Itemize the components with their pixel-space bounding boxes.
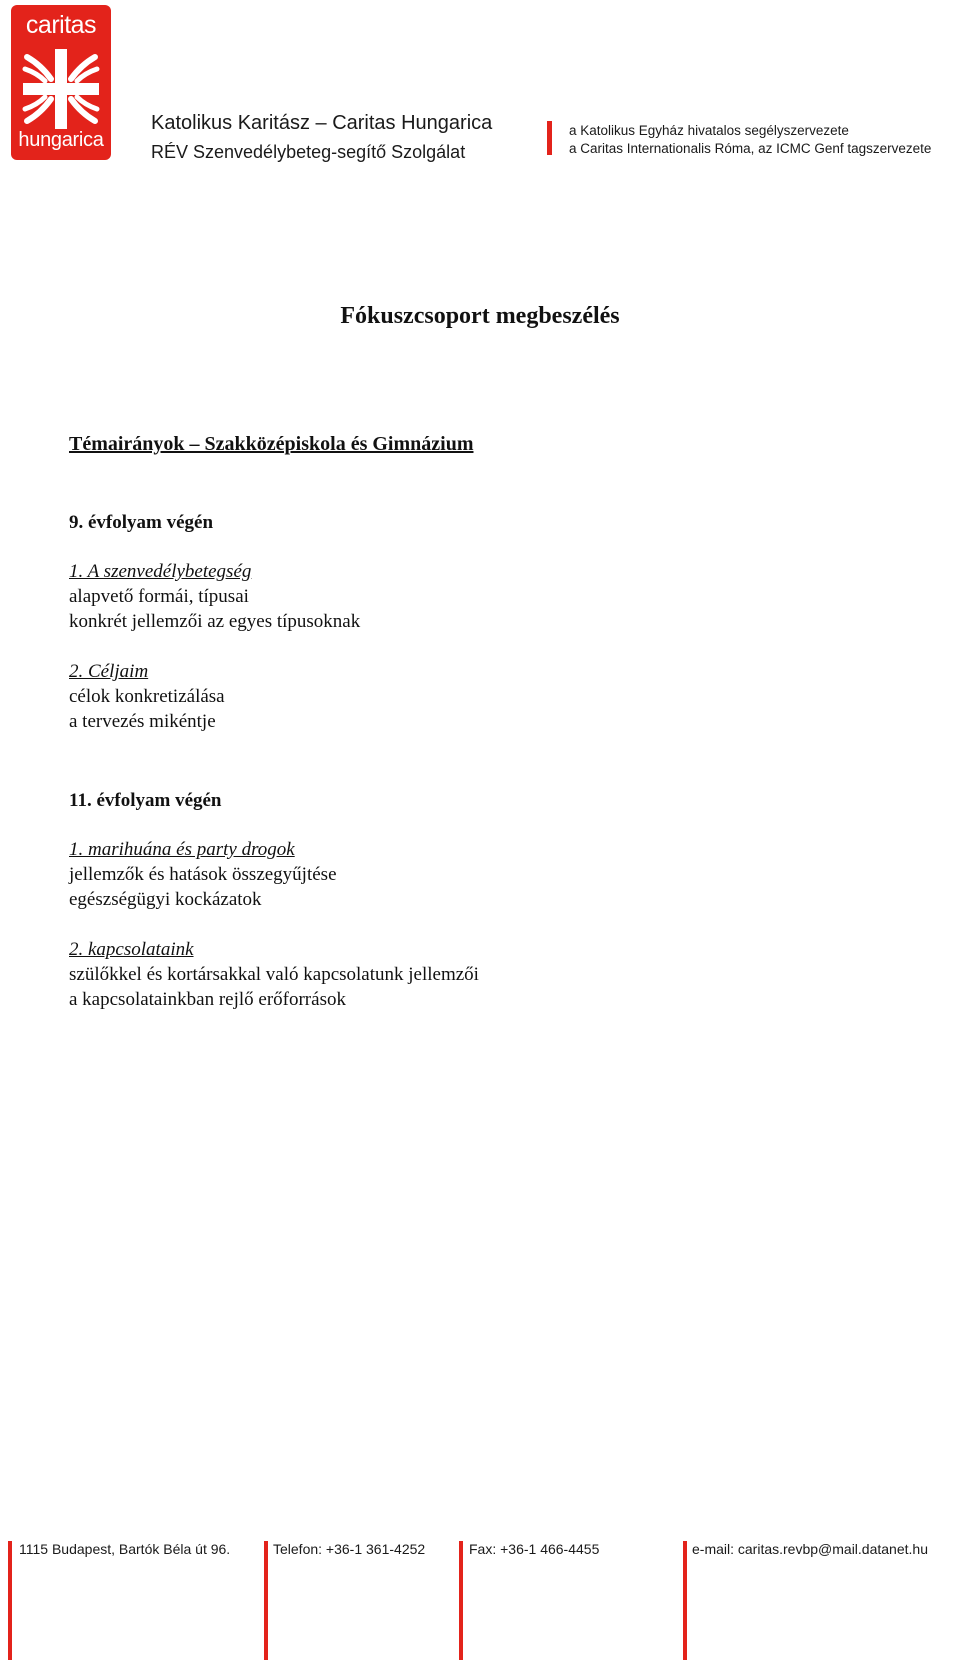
org-unit: RÉV Szenvedélybeteg-segítő Szolgálat xyxy=(151,142,466,162)
header-divider-bar xyxy=(547,121,552,155)
topic-line: jellemzők és hatások összegyűjtése xyxy=(69,864,337,885)
topic-line: célok konkretizálása xyxy=(69,686,225,707)
topic-title: 1. A szenvedélybetegség xyxy=(69,561,252,582)
topic-line: a tervezés mikéntje xyxy=(69,711,216,732)
logo-word-bottom: hungarica xyxy=(18,129,104,151)
affiliation-line-1: a Katolikus Egyház hivatalos segélyszervezete xyxy=(569,123,849,138)
topic-line: konkrét jellemzői az egyes típusoknak xyxy=(69,611,361,632)
org-name: Katolikus Karitász – Caritas Hungarica xyxy=(151,112,493,134)
topic-line: szülőkkel és kortársakkal való kapcsolatunk jellemzői xyxy=(69,964,479,985)
footer-email[interactable]: e-mail: caritas.revbp@mail.datanet.hu xyxy=(692,1541,928,1557)
topic-block xyxy=(69,659,225,734)
grade-block-11 xyxy=(69,788,222,813)
footer-fax: Fax: +36-1 466-4455 xyxy=(469,1541,600,1557)
topic-block xyxy=(69,837,337,912)
document-title: Fókuszcsoport megbeszélés xyxy=(340,303,620,329)
footer-divider-bar xyxy=(8,1541,12,1660)
topic-block xyxy=(69,937,479,1012)
topic-line: a kapcsolatainkban rejlő erőforrások xyxy=(69,989,346,1010)
topic-title: 2. kapcsolataink xyxy=(69,939,194,960)
topic-block xyxy=(69,559,360,634)
footer-address: 1115 Budapest, Bartók Béla út 96. xyxy=(19,1541,231,1557)
grade-label: 11. évfolyam végén xyxy=(69,790,222,811)
footer-phone: Telefon: +36-1 361-4252 xyxy=(273,1541,426,1557)
footer-divider-bar xyxy=(683,1541,687,1660)
caritas-logo xyxy=(11,5,111,160)
logo-word-top: caritas xyxy=(25,11,97,39)
footer-divider-bar xyxy=(459,1541,463,1660)
topic-title: 2. Céljaim xyxy=(69,661,149,682)
topic-title: 1. marihuána és party drogok xyxy=(69,839,295,860)
topic-line: egészségügyi kockázatok xyxy=(69,889,262,910)
cross-flame-icon xyxy=(11,43,111,135)
footer-divider-bar xyxy=(264,1541,268,1660)
topic-line: alapvető formái, típusai xyxy=(69,586,249,607)
grade-block-9 xyxy=(69,510,213,535)
affiliation-line-2: a Caritas Internationalis Róma, az ICMC Genf tagszervezete xyxy=(569,141,932,156)
section-heading: Témairányok – Szakközépiskola és Gimnázium xyxy=(69,433,474,455)
grade-label: 9. évfolyam végén xyxy=(69,512,214,533)
